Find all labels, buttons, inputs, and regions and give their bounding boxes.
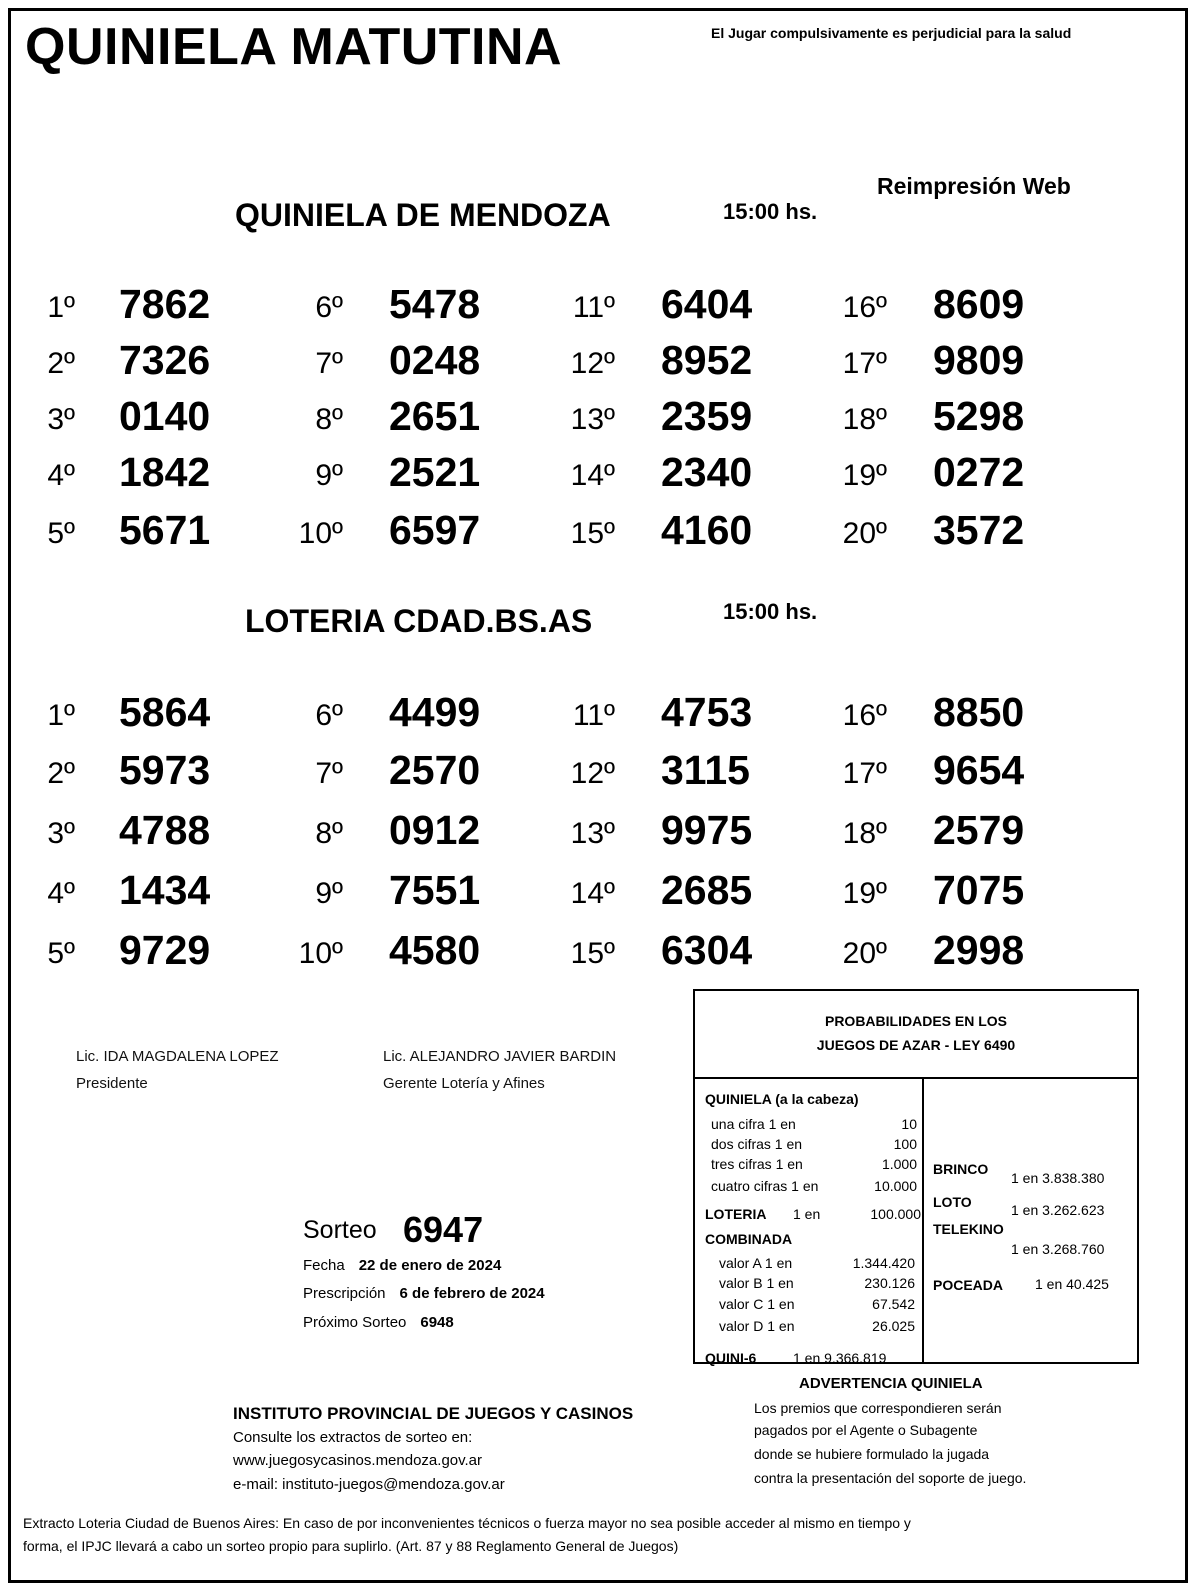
quiniela-prob-value: 1.000 — [881, 1156, 917, 1172]
loto-prob-value: 1 en 3.262.623 — [1011, 1202, 1105, 1218]
result-number: 4788 — [119, 807, 211, 853]
result-position: 5º — [47, 517, 75, 550]
result-position: 14º — [570, 877, 615, 910]
result-position: 15º — [570, 937, 615, 970]
result-number: 5864 — [119, 689, 211, 735]
proximo-line — [303, 1314, 454, 1331]
result-position: 5º — [47, 937, 75, 970]
combinada-prob-value: 67.542 — [872, 1296, 915, 1312]
quini6-prob-value: 1 en 9.366.819 — [793, 1350, 887, 1366]
results-sheet — [8, 8, 1188, 1583]
probabilities-title-line2: JUEGOS DE AZAR - LEY 6490 — [816, 1037, 1016, 1053]
fecha-label: Fecha — [303, 1257, 345, 1274]
result-number: 4160 — [661, 507, 753, 553]
prescripcion-label: Prescripción — [303, 1285, 386, 1302]
result-number: 5973 — [119, 747, 211, 793]
result-number: 2570 — [389, 747, 481, 793]
mendoza-time: 15:00 hs. — [723, 199, 818, 224]
result-number: 3572 — [933, 507, 1025, 553]
result-position: 12º — [570, 347, 615, 380]
mendoza-title: QUINIELA DE MENDOZA — [235, 197, 611, 233]
gambling-warning: El Jugar compulsivamente es perjudicial para la salud — [711, 25, 1072, 41]
result-number: 2579 — [933, 807, 1025, 853]
manager-name: Lic. ALEJANDRO JAVIER BARDIN — [383, 1048, 617, 1065]
advertencia-title: ADVERTENCIA QUINIELA — [799, 1375, 983, 1392]
result-number: 4580 — [389, 927, 481, 973]
quiniela-prob-value: 10.000 — [874, 1178, 917, 1194]
result-number: 3115 — [661, 747, 750, 793]
brinco-prob-label: BRINCO — [933, 1161, 989, 1177]
result-number: 6404 — [661, 281, 753, 327]
footer-line: forma, el IPJC llevará a cabo un sorteo propio para suplirlo. (Art. 87 y 88 Reglamento General de Juegos) — [23, 1538, 679, 1554]
quiniela-prob-value: 100 — [893, 1136, 917, 1152]
result-position: 4º — [47, 877, 75, 910]
fecha-value: 22 de enero de 2024 — [358, 1257, 502, 1274]
result-position: 6º — [315, 291, 343, 324]
prescripcion-line — [303, 1285, 545, 1302]
quiniela-prob-title: QUINIELA (a la cabeza) — [705, 1091, 859, 1107]
result-number: 2521 — [389, 449, 481, 495]
result-number: 0912 — [389, 807, 481, 853]
result-number: 2685 — [661, 867, 753, 913]
result-position: 3º — [47, 403, 75, 436]
quini6-prob-label: QUINI-6 — [705, 1350, 757, 1366]
result-position: 3º — [47, 817, 75, 850]
result-position: 1º — [47, 699, 75, 732]
loto-prob-label: LOTO — [933, 1194, 972, 1210]
institute-email[interactable]: e-mail: instituto-juegos@mendoza.gov.ar — [233, 1476, 505, 1493]
result-number: 1842 — [119, 449, 211, 495]
telekino-prob-value: 1 en 3.268.760 — [1011, 1241, 1105, 1257]
sorteo-number: 6947 — [403, 1209, 484, 1250]
result-position: 9º — [315, 459, 343, 492]
result-position: 10º — [298, 517, 343, 550]
result-position: 10º — [298, 937, 343, 970]
result-number: 9975 — [661, 807, 753, 853]
result-number: 8850 — [933, 689, 1025, 735]
telekino-prob-label: TELEKINO — [933, 1221, 1004, 1237]
president-name: Lic. IDA MAGDALENA LOPEZ — [76, 1048, 279, 1065]
result-number: 8609 — [933, 281, 1025, 327]
combinada-prob-title: COMBINADA — [705, 1231, 793, 1247]
probabilities-divider — [922, 1079, 924, 1362]
result-number: 5298 — [933, 393, 1025, 439]
result-position: 2º — [47, 347, 75, 380]
quiniela-prob-value: 10 — [901, 1116, 917, 1132]
result-number: 4753 — [661, 689, 753, 735]
result-number: 7551 — [389, 867, 481, 913]
result-position: 18º — [842, 817, 887, 850]
result-number: 9654 — [933, 747, 1025, 793]
result-number: 2340 — [661, 449, 753, 495]
result-number: 9729 — [119, 927, 211, 973]
result-position: 7º — [315, 757, 343, 790]
result-number: 0140 — [119, 393, 211, 439]
result-position: 7º — [315, 347, 343, 380]
loteria-title: LOTERIA CDAD.BS.AS — [245, 603, 593, 639]
result-position: 16º — [842, 699, 887, 732]
result-position: 11º — [572, 291, 615, 324]
quiniela-prob-label: una cifra 1 en — [711, 1116, 796, 1132]
loteria-prob-en: 1 en — [793, 1206, 821, 1222]
result-number: 1434 — [119, 867, 211, 913]
sorteo-label: Sorteo — [303, 1216, 377, 1244]
institute-website[interactable]: www.juegosycasinos.mendoza.gov.ar — [233, 1452, 483, 1469]
result-position: 13º — [570, 403, 615, 436]
combinada-prob-value: 26.025 — [872, 1318, 915, 1334]
quiniela-prob-label: tres cifras 1 en — [711, 1156, 803, 1172]
result-number: 7075 — [933, 867, 1025, 913]
footer-line: Extracto Loteria Ciudad de Buenos Aires: En caso de por inconvenientes técnicos o fuerza mayor no sea posible acceder al mismo en tiempo y — [23, 1515, 911, 1531]
result-number: 5671 — [119, 507, 211, 553]
main-title: QUINIELA MATUTINA — [25, 18, 563, 76]
result-position: 15º — [570, 517, 615, 550]
proximo-value: 6948 — [420, 1314, 454, 1331]
proximo-label: Próximo Sorteo — [303, 1314, 407, 1331]
result-number: 4499 — [389, 689, 481, 735]
result-position: 14º — [570, 459, 615, 492]
result-position: 4º — [47, 459, 75, 492]
combinada-prob-label: valor B 1 en — [719, 1275, 794, 1291]
probabilities-table — [693, 1077, 1139, 1364]
combinada-prob-label: valor D 1 en — [719, 1318, 795, 1334]
result-number: 2998 — [933, 927, 1025, 973]
result-number: 6304 — [661, 927, 753, 973]
reprint-label: Reimpresión Web — [877, 173, 1071, 199]
result-position: 8º — [315, 403, 343, 436]
result-position: 17º — [842, 757, 887, 790]
result-position: 16º — [842, 291, 887, 324]
result-position: 18º — [842, 403, 887, 436]
result-position: 11º — [572, 699, 615, 732]
result-position: 9º — [315, 877, 343, 910]
result-position: 2º — [47, 757, 75, 790]
brinco-prob-value: 1 en 3.838.380 — [1011, 1170, 1105, 1186]
result-position: 1º — [47, 291, 75, 324]
poceada-prob-value: 1 en 40.425 — [1035, 1276, 1109, 1292]
result-number: 0248 — [389, 337, 481, 383]
president-role: Presidente — [76, 1075, 148, 1092]
result-number: 2651 — [389, 393, 481, 439]
loteria-prob-label: LOTERIA — [705, 1206, 767, 1222]
result-position: 19º — [842, 877, 887, 910]
result-number: 8952 — [661, 337, 753, 383]
result-number: 2359 — [661, 393, 753, 439]
result-number: 0272 — [933, 449, 1025, 495]
result-position: 8º — [315, 817, 343, 850]
result-number: 6597 — [389, 507, 481, 553]
result-position: 12º — [570, 757, 615, 790]
advertencia-line: contra la presentación del soporte de juego. — [754, 1470, 1027, 1486]
probabilities-header-box — [693, 989, 1139, 1079]
poceada-prob-label: POCEADA — [933, 1277, 1004, 1293]
loteria-time: 15:00 hs. — [723, 599, 818, 624]
result-number: 7326 — [119, 337, 211, 383]
combinada-prob-label: valor A 1 en — [719, 1255, 793, 1271]
result-position: 19º — [842, 459, 887, 492]
result-position: 17º — [842, 347, 887, 380]
probabilities-title-line1: PROBABILIDADES EN LOS — [824, 1013, 1007, 1029]
manager-role: Gerente Lotería y Afines — [383, 1075, 545, 1092]
result-number: 5478 — [389, 281, 481, 327]
result-position: 6º — [315, 699, 343, 732]
quiniela-prob-label: cuatro cifras 1 en — [711, 1178, 819, 1194]
institute-name: INSTITUTO PROVINCIAL DE JUEGOS Y CASINOS — [233, 1404, 634, 1423]
result-number: 7862 — [119, 281, 211, 327]
combinada-prob-value: 1.344.420 — [852, 1255, 915, 1271]
combinada-prob-value: 230.126 — [864, 1275, 915, 1291]
probabilities-title — [695, 1009, 1137, 1057]
advertencia-line: donde se hubiere formulado la jugada — [754, 1446, 990, 1462]
advertencia-line: Los premios que correspondieren serán — [754, 1400, 1002, 1416]
loteria-prob-value: 100.000 — [870, 1206, 921, 1222]
fecha-line — [303, 1257, 501, 1274]
result-position: 13º — [570, 817, 615, 850]
institute-consult: Consulte los extractos de sorteo en: — [233, 1429, 473, 1446]
quiniela-prob-label: dos cifras 1 en — [711, 1136, 803, 1152]
prescripcion-value: 6 de febrero de 2024 — [399, 1285, 545, 1302]
combinada-prob-label: valor C 1 en — [719, 1296, 795, 1312]
result-number: 9809 — [933, 337, 1025, 383]
result-position: 20º — [842, 937, 887, 970]
advertencia-line: pagados por el Agente o Subagente — [754, 1422, 978, 1438]
result-position: 20º — [842, 517, 887, 550]
